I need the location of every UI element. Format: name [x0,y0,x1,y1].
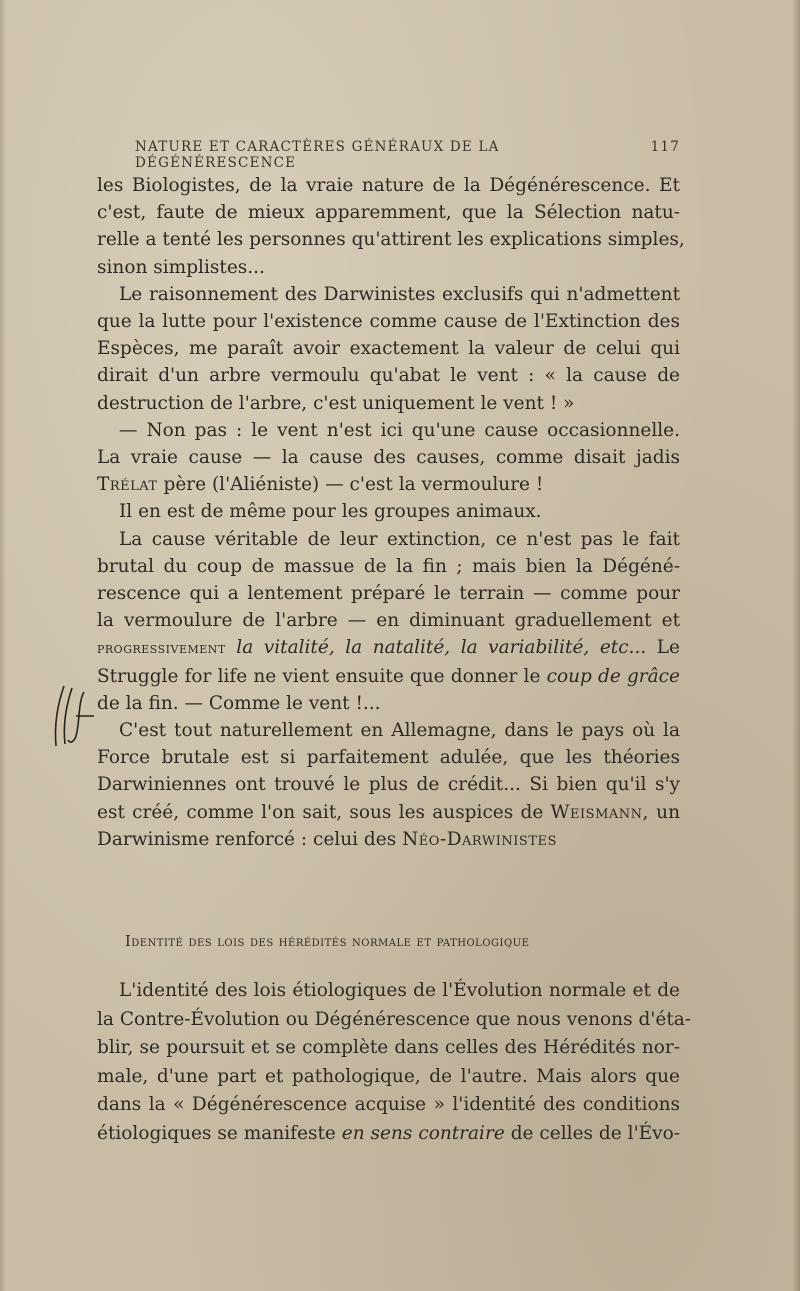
text-fragment: Darwinisme renforcé : celui des [97,828,397,850]
emphasis-italic: la vitalité, la natalité, la variabilité, etc... [236,637,647,659]
text-fragment: un [656,801,681,823]
text-fragment: père (l'Aliéniste) — c'est la vermoulure ! [163,474,544,496]
text-line: Le raisonnement des Darwinistes exclusifs qui n'admettent [119,283,680,305]
text-line: de la fin. — Comme le vent !... [97,692,381,714]
emphasis-en-sens-contraire: en sens contraire [341,1122,505,1144]
text-line [97,634,680,662]
term-neo-darwinistes: Néo-Darwinistes [402,828,557,850]
text-line: rescence qui a lentement préparé le terrain — comme pour [97,583,680,605]
text-line [97,663,680,690]
text-line: Force brutale est si parfaitement adulée, que les théories [97,747,680,769]
text-line: destruction de l'arbre, c'est uniquement le vent ! » [97,392,575,414]
text-line: sinon simplistes... [97,256,265,278]
text-line: Il en est de même pour les groupes animaux. [119,501,542,523]
main-text [97,172,685,853]
text-fragment: Le [656,637,680,659]
section-heading-text: Identité des lois des hérédités normale et pathologique [125,934,530,950]
main-text-continued [97,977,692,1148]
text-line: la Contre-Évolution ou Dégénérescence que nous venons d'éta- [97,1008,692,1030]
text-line: les Biologistes, de la vraie nature de la Dégénérescence. Et [97,175,680,196]
running-head [135,139,680,171]
text-line [97,1120,680,1149]
running-title: NATURE ET CARACTÈRES GÉNÉRAUX DE LA DÉGÉNÉRESCENCE [135,139,500,171]
text-line: C'est tout naturellement en Allemagne, dans le pays où la [119,720,680,742]
text-line: la vermoulure de l'arbre — en diminuant graduellement et [97,610,680,632]
section-heading [125,934,685,950]
text-line: Espèces, me paraît avoir exactement la valeur de celui qui [97,338,680,360]
text-fragment: de celles de l'Évo- [510,1122,680,1144]
text-fragment: étiologiques se manifeste [97,1122,336,1144]
text-line [97,799,680,826]
text-line: Darwiniennes ont trouvé le plus de crédit... Si bien qu'il s'y [97,774,680,796]
text-line: — Non pas : le vent n'est ici qu'une cause occasionnelle. [119,419,680,441]
page-edge-right [792,0,800,1291]
emphasis-coup-de-grace: coup de grâce [546,665,680,687]
text-line: La cause véritable de leur extinction, ce n'est pas le fait [119,528,680,550]
text-line: c'est, faute de mieux apparemment, que la Sélection natu- [97,202,680,224]
text-line: La vraie cause — la cause des causes, comme disait jadis [97,447,680,469]
text-line: male, d'une part et pathologique, de l'autre. Mais alors que [97,1065,680,1087]
text-line: que la lutte pour l'existence comme cause de l'Extinction des [97,311,680,333]
page-number: 117 [650,139,680,155]
text-line [97,471,680,498]
author-name-weismann: Weismann, [550,801,649,823]
emphasis-progressivement: progressivement [97,639,226,658]
text-line: relle a tenté les personnes qu'attirent les explications simples, [97,229,685,251]
text-line [97,826,680,853]
text-line: brutal du coup de massue de la fin ; mais bien la Dégéné- [97,555,680,577]
handwritten-correction-mark-icon [48,678,96,758]
text-line: dirait d'un arbre vermoulu qu'abat le vent : « la cause de [97,365,680,387]
text-fragment: Struggle for life ne vient ensuite que donner le [97,665,541,687]
text-line: L'identité des lois étiologiques de l'Évolution normale et de [119,980,680,1001]
text-line: blir, se poursuit et se complète dans celles des Hérédités nor- [97,1037,680,1058]
author-name-trelat: Trélat [97,474,158,496]
text-fragment: est créé, comme l'on sait, sous les auspices de [97,801,544,823]
page-edge-left [0,0,6,1291]
text-line: dans la « Dégénérescence acquise » l'identité des conditions [97,1094,680,1115]
